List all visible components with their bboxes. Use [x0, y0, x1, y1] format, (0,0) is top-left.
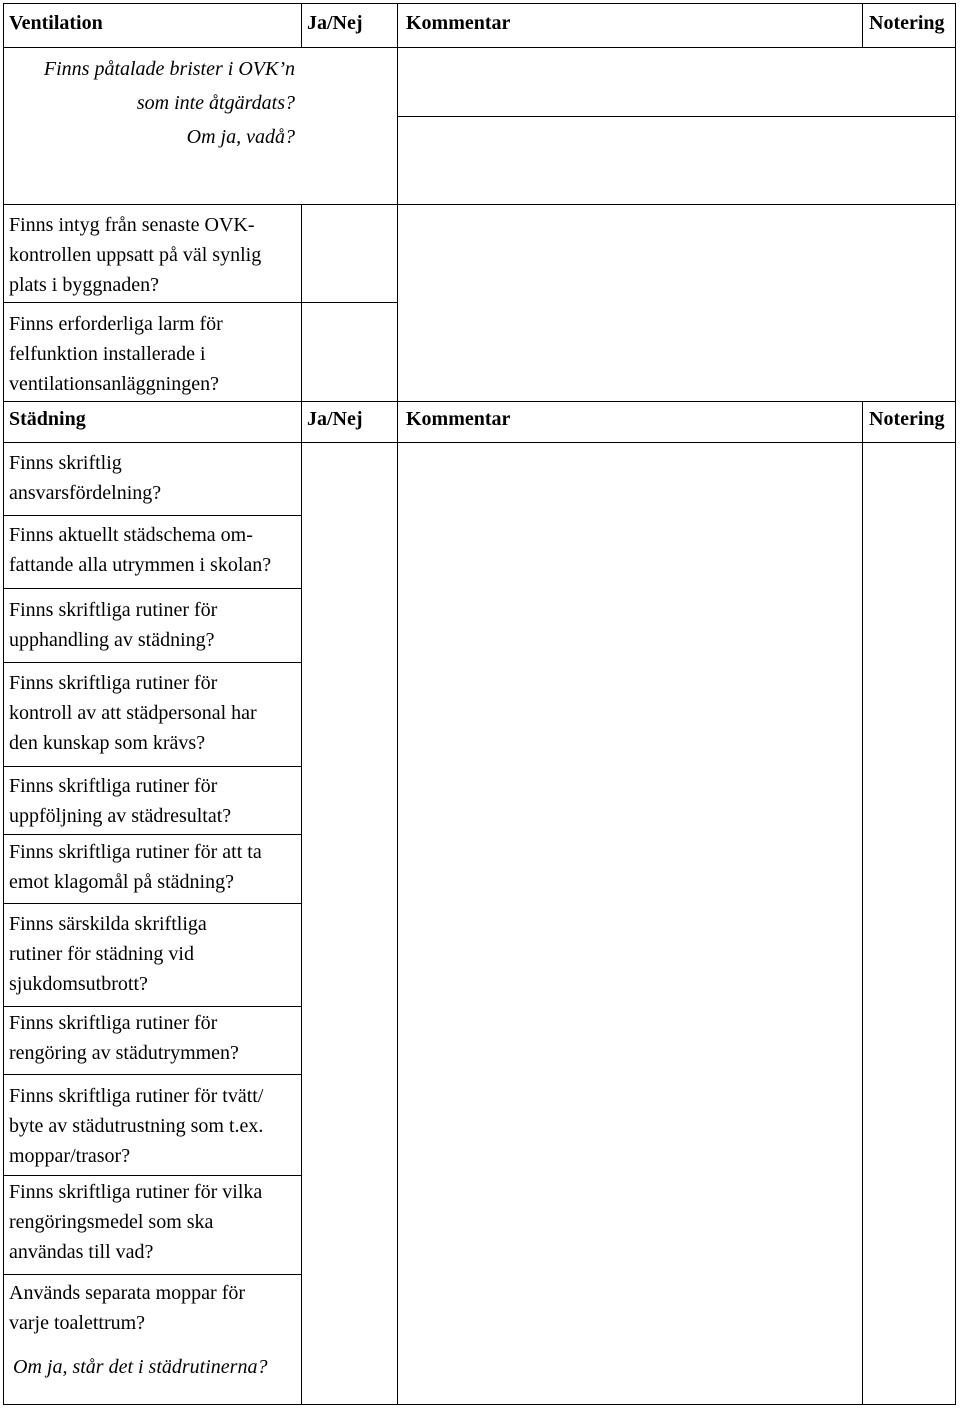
row-rule	[3, 834, 301, 835]
question-equipment-washing: Finns skriftliga rutiner för tvätt/ byte av städutrustning som t.ex. moppar/trasor?	[9, 1085, 264, 1167]
question-separate-mops-followup: Om ja, står det i städrutinerna?	[13, 1356, 268, 1378]
header-rule-cleaning	[3, 442, 956, 443]
question-alarms-installed: Finns erforderliga larm för felfunktion installerade i ventilationsanläggningen?	[9, 313, 223, 395]
row-rule	[3, 1074, 301, 1075]
question-ovk-deficiencies: Finns påtalade brister i OVK’n som inte åtgärdats? Om ja, vadå?	[43, 58, 295, 148]
column-rule	[301, 3, 302, 47]
row-rule	[3, 1006, 301, 1007]
table-border-right	[955, 3, 956, 1405]
checklist-table	[3, 3, 956, 1405]
table-border-left	[3, 3, 4, 1405]
question-complaints: Finns skriftliga rutiner för att ta emot klagomål på städning?	[9, 841, 262, 893]
row-rule	[3, 401, 956, 402]
column-rule	[301, 401, 302, 1405]
row-rule	[3, 662, 301, 663]
column-header-yes-no: Ja/Nej	[307, 408, 363, 430]
column-rule	[862, 401, 863, 1405]
row-rule	[3, 515, 301, 516]
row-rule	[397, 116, 956, 117]
question-follow-up: Finns skriftliga rutiner för uppföljning av städresultat?	[9, 775, 232, 827]
table-border-bottom	[3, 1404, 956, 1405]
row-rule	[3, 1274, 301, 1275]
row-rule	[3, 588, 301, 589]
row-rule	[3, 302, 397, 303]
column-rule	[397, 3, 398, 401]
question-illness-outbreak: Finns särskilda skriftliga rutiner för städning vid sjukdomsutbrott?	[9, 913, 207, 995]
column-header-comment: Kommentar	[406, 12, 511, 34]
question-staff-competence: Finns skriftliga rutiner för kontroll av att städpersonal har den kunskap som krävs?	[9, 672, 257, 754]
question-cleaning-agents: Finns skriftliga rutiner för vilka rengöringsmedel som ska användas till vad?	[9, 1181, 263, 1263]
question-responsibility: Finns skriftlig ansvarsfördelning?	[9, 452, 162, 504]
header-rule-ventilation	[3, 47, 956, 48]
row-rule	[3, 1175, 301, 1176]
row-rule	[3, 766, 301, 767]
question-cleaning-schedule: Finns aktuellt städschema om- fattande alla utrymmen i skolan?	[9, 524, 272, 576]
section-heading-cleaning: Städning	[9, 408, 86, 430]
column-header-note: Notering	[869, 408, 945, 430]
column-rule	[397, 401, 398, 1405]
column-header-yes-no: Ja/Nej	[307, 12, 363, 34]
column-rule	[301, 204, 302, 401]
section-heading-ventilation: Ventilation	[9, 12, 103, 34]
question-separate-mops: Används separata moppar för varje toalettrum?	[9, 1282, 246, 1334]
question-procurement: Finns skriftliga rutiner för upphandling av städning?	[9, 599, 218, 651]
row-rule	[3, 204, 956, 205]
table-border-top	[3, 3, 956, 4]
question-ovk-certificate: Finns intyg från senaste OVK- kontrollen uppsatt på väl synlig plats i byggnaden?	[9, 214, 262, 296]
column-header-comment: Kommentar	[406, 408, 511, 430]
row-rule	[3, 903, 301, 904]
column-header-note: Notering	[869, 12, 945, 34]
question-cleaning-storage-rooms: Finns skriftliga rutiner för rengöring av städutrymmen?	[9, 1012, 239, 1064]
column-rule	[862, 3, 863, 47]
